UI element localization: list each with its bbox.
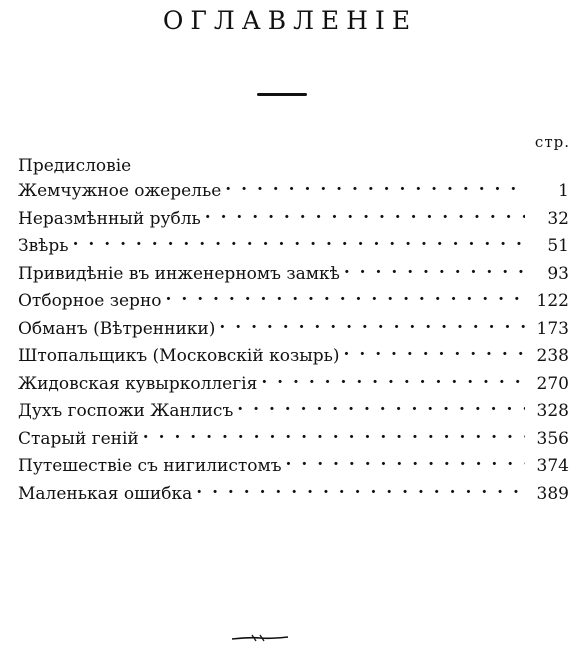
toc-entry[interactable] xyxy=(18,398,569,426)
toc-entry[interactable] xyxy=(18,316,569,344)
toc-entry-title: Привидѣніе въ инженерномъ замкѣ xyxy=(18,263,340,284)
toc-entry-page: 122 xyxy=(536,291,569,311)
toc-entry[interactable] xyxy=(18,261,569,289)
title-rule xyxy=(257,93,307,96)
dot-leader xyxy=(219,316,525,334)
toc-entry-page: 374 xyxy=(536,456,569,476)
toc-entry-title: Маленькая ошибка xyxy=(18,483,193,504)
toc-entry-page: 173 xyxy=(536,318,569,339)
dot-leader xyxy=(344,261,525,279)
toc-entry[interactable] xyxy=(18,426,569,454)
dot-leader xyxy=(225,178,525,196)
toc-entry-page: 328 xyxy=(536,401,569,421)
toc-entry[interactable] xyxy=(18,288,569,316)
toc-entry-page: 356 xyxy=(536,428,569,449)
page-column-header: стр. xyxy=(534,133,570,151)
dot-leader xyxy=(143,426,525,444)
toc-entry[interactable] xyxy=(18,206,569,234)
dot-leader xyxy=(73,233,525,251)
toc-entry-title: Обманъ (Вѣтренники) xyxy=(18,318,216,339)
toc-entry-page: 270 xyxy=(536,373,569,394)
dot-leader xyxy=(344,343,525,361)
dot-leader xyxy=(166,288,525,306)
dot-leader xyxy=(286,453,525,471)
toc-entry[interactable] xyxy=(18,371,569,399)
preface-entry: Предисловіе xyxy=(18,156,132,176)
toc-entry-title: Отборное зерно xyxy=(18,291,162,311)
toc-entry-page: 51 xyxy=(547,236,569,256)
toc-entry-title: Старый геній xyxy=(18,428,139,449)
toc-entry-title: Путешествіе съ нигилистомъ xyxy=(18,456,282,476)
dot-leader xyxy=(205,206,525,224)
toc-entry-title: Штопальщикъ (Московскій козырь) xyxy=(18,346,340,366)
dot-leader xyxy=(261,371,525,389)
toc-entry-title: Жемчужное ожерелье xyxy=(18,181,222,201)
toc-entry-page: 93 xyxy=(547,263,569,284)
toc-entry[interactable] xyxy=(18,233,569,261)
page-title: ОГЛАВЛЕНІЕ xyxy=(162,6,418,35)
toc-entry-page: 1 xyxy=(558,181,569,201)
dot-leader xyxy=(237,398,525,416)
dot-leader xyxy=(196,481,525,499)
toc-entry-page: 389 xyxy=(536,483,569,504)
toc-entry[interactable] xyxy=(18,453,569,481)
toc-entry[interactable] xyxy=(18,178,569,206)
toc-entry-title: Духъ госпожи Жанлисъ xyxy=(18,401,234,421)
toc-list xyxy=(18,178,569,508)
toc-entry[interactable] xyxy=(18,343,569,371)
toc-entry-page: 238 xyxy=(536,346,569,366)
toc-entry-page: 32 xyxy=(547,208,569,229)
toc-entry-title: Жидовская кувырколлегія xyxy=(18,373,258,394)
toc-entry-title: Звѣрь xyxy=(18,236,69,256)
toc-entry[interactable] xyxy=(18,481,569,509)
ornament-rule xyxy=(230,631,290,645)
toc-entry-title: Неразмѣнный рубль xyxy=(18,208,201,229)
